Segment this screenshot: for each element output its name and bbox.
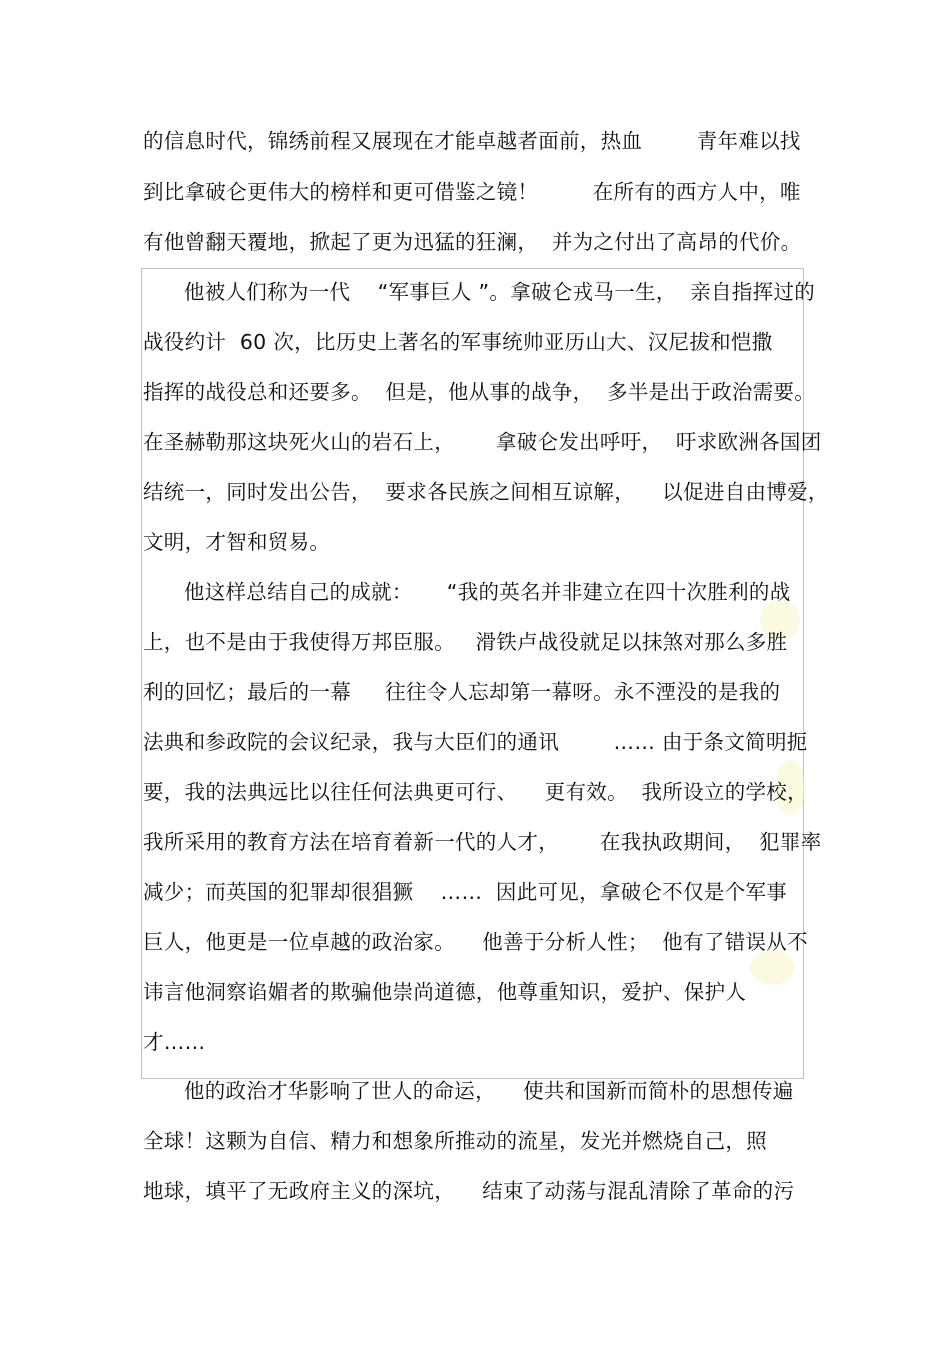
text-line: 利的回忆；最后的一幕 往往令人忘却第一幕呀。永不湮没的是我的 bbox=[143, 680, 781, 704]
text-line: 在圣赫勒那这块死火山的岩石上， 拿破仑发出呼吁， 吁求欧洲各国团 bbox=[143, 430, 822, 454]
text-line: 有他曾翻天覆地，掀起了更为迅猛的狂澜， 并为之付出了高昂的代价。 bbox=[143, 230, 802, 254]
text-line: 上，也不是由于我使得万邦臣服。 滑铁卢战役就足以抹煞对那么多胜 bbox=[143, 630, 788, 654]
text-line: 才…… bbox=[143, 1030, 206, 1054]
text-line: 地球，填平了无政府主义的深坑， 结束了动荡与混乱清除了革命的污 bbox=[143, 1179, 795, 1203]
text-line: 法典和参政院的会议纪录，我与大臣们的通讯 …… 由于条文简明扼 bbox=[143, 730, 808, 754]
text-line: 战役约计 60 次，比历史上著名的军事统帅亚历山大、汉尼拔和恺撒 bbox=[143, 330, 773, 354]
text-line: 结统一，同时发出公告， 要求各民族之间相互谅解， 以促进自由博爱， bbox=[143, 480, 829, 504]
text-line: 他被人们称为一代 “军事巨人 ”。拿破仑戎马一生， 亲自指挥过的 bbox=[143, 280, 816, 304]
text-line: 他的政治才华影响了世人的命运， 使共和国新而简朴的思想传遍 bbox=[143, 1079, 794, 1103]
text-line: 减少；而英国的犯罪却很猖獗 …… 因此可见，拿破仑不仅是个军事 bbox=[143, 880, 788, 904]
text-line: 文明，才智和贸易。 bbox=[143, 530, 331, 554]
text-line: 指挥的战役总和还要多。 但是，他从事的战争， 多半是出于政治需要。 bbox=[143, 380, 816, 404]
text-line: 全球！这颗为自信、精力和想象所推动的流星，发光并燃烧自己，照 bbox=[143, 1129, 767, 1153]
text-line: 巨人，他更是一位卓越的政治家。 他善于分析人性； 他有了错误从不 bbox=[143, 930, 808, 954]
text-line: 讳言他洞察谄媚者的欺骗他崇尚道德，他尊重知识，爱护、保护人 bbox=[143, 980, 747, 1004]
text-line: 我所采用的教育方法在培育着新一代的人才， 在我执政期间， 犯罪率 bbox=[143, 830, 822, 854]
text-line: 的信息时代，锦绣前程又展现在才能卓越者面前，热血 青年难以找 bbox=[143, 129, 801, 153]
text-line: 他这样总结自己的成就： “我的英名并非建立在四十次胜利的战 bbox=[143, 580, 791, 604]
text-line: 要，我的法典远比以往任何法典更可行、 更有效。 我所设立的学校， bbox=[143, 780, 808, 804]
text-line: 到比拿破仑更伟大的榜样和更可借鉴之镜！ 在所有的西方人中，唯 bbox=[143, 180, 801, 204]
